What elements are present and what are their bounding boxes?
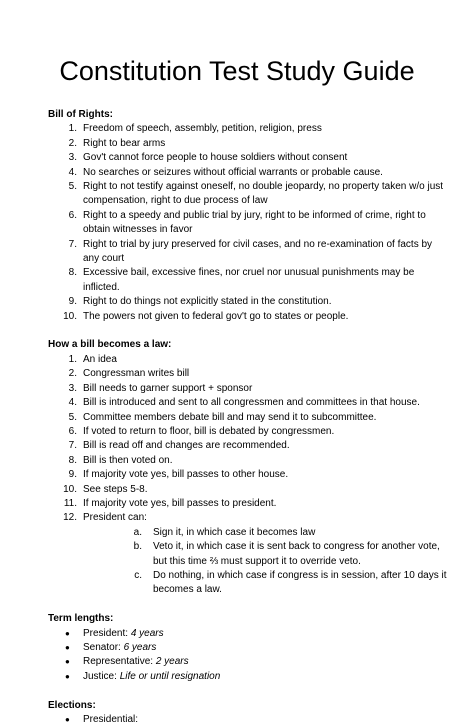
item-number: 6. [68, 209, 77, 221]
item-text: Bill needs to garner support + sponsor [83, 382, 253, 394]
item-text: Right to a speedy and public trial by jury, right to be informed of crime, right to obtain witnesses in favor [83, 209, 426, 236]
item-text: Excessive bail, excessive fines, nor cruel nor unusual punishments may be inflicted. [83, 267, 415, 293]
item-text: Do nothing, in which case if congress is in session, after 10 days it becomes a law. [153, 569, 447, 596]
item-number: 5. [68, 411, 77, 423]
item-number: 10. [63, 310, 77, 322]
president-options-list [83, 526, 448, 598]
list-item [48, 439, 448, 453]
elections-list [48, 713, 448, 727]
item-text: Right to trial by jury preserved for civil cases, and no re-examination of facts by any court [83, 238, 433, 265]
item-text: Veto it, in which case it is sent back to congress for another vote, but this time ⅔ must support it to override veto. [153, 541, 440, 567]
list-item [48, 151, 448, 165]
list-item [48, 238, 448, 267]
item-text: Sign it, in which case it becomes law [153, 526, 316, 538]
item-text: See steps 5-8. [83, 483, 148, 495]
document-body [48, 108, 448, 727]
item-number: 10. [63, 483, 77, 495]
list-item [48, 425, 448, 439]
list-item [48, 411, 448, 425]
list-item [118, 569, 448, 598]
list-item [48, 454, 448, 468]
item-text: Bill is then voted on. [83, 454, 173, 466]
list-item [48, 511, 448, 597]
item-text: Right to do things not explicitly stated in the constitution. [83, 296, 332, 308]
item-number: 9. [68, 469, 77, 481]
list-item [48, 655, 448, 669]
item-text: Right to bear arms [83, 137, 166, 149]
list-item [48, 166, 448, 180]
bullet-icon: ● [65, 657, 70, 667]
item-number: 1. [68, 123, 77, 135]
item-letter: b. [133, 541, 142, 553]
page-title: Constitution Test Study Guide [59, 56, 415, 86]
list-item [48, 266, 448, 295]
item-number: 2. [68, 368, 77, 380]
item-number: 8. [68, 454, 77, 466]
item-number: 7. [68, 440, 77, 452]
item-letter: a. [133, 526, 142, 538]
term-label: Senator: [83, 642, 124, 653]
item-text: President can: [83, 512, 147, 524]
item-text: Right to not testify against oneself, no double jeopardy, no property taken w/o just compensation, right to due process of law [83, 181, 444, 207]
item-number: 4. [68, 166, 77, 178]
item-text: Committee members debate bill and may send it to subcommittee. [83, 411, 377, 423]
bullet-icon: ● [65, 715, 70, 725]
bill-process-list [48, 353, 448, 598]
term-lengths-list [48, 627, 448, 685]
list-item [48, 137, 448, 151]
item-number: 12. [63, 512, 77, 524]
item-number: 11. [63, 497, 77, 509]
item-text: Freedom of speech, assembly, petition, religion, press [83, 123, 322, 135]
list-item [48, 468, 448, 482]
item-number: 3. [68, 152, 77, 164]
bullet-icon: ● [65, 671, 70, 681]
bill-process-heading: How a bill becomes a law: [48, 339, 172, 351]
list-item [48, 382, 448, 396]
elections-label: Presidential: [83, 714, 139, 726]
term-lengths-heading: Term lengths: [48, 613, 114, 625]
item-number: 3. [68, 382, 77, 394]
list-item [48, 670, 448, 684]
list-item [48, 295, 448, 309]
item-number: 7. [68, 238, 77, 250]
term-value: 2 years [155, 656, 189, 668]
bill-of-rights-list [48, 122, 448, 324]
item-text: Gov't cannot force people to house soldiers without consent [83, 152, 348, 164]
list-item [48, 180, 448, 209]
item-number: 9. [68, 296, 77, 308]
elections-heading: Elections: [48, 699, 96, 711]
item-text: Congressman writes bill [83, 368, 190, 380]
list-item [48, 483, 448, 497]
list-item [48, 209, 448, 238]
list-item [48, 310, 448, 324]
term-label: Justice: [83, 670, 120, 682]
item-letter: c. [134, 569, 142, 581]
term-value: 4 years [130, 627, 164, 639]
list-item [118, 526, 448, 540]
item-text: If majority vote yes, bill passes to other house. [83, 469, 289, 481]
term-value: 6 years [123, 642, 157, 653]
list-item [48, 641, 448, 655]
list-item [48, 497, 448, 511]
bullet-icon: ● [65, 628, 70, 638]
list-item [48, 122, 448, 136]
list-item [48, 367, 448, 381]
list-item [48, 627, 448, 641]
item-text: Bill is introduced and sent to all congressmen and committees in that house. [83, 397, 420, 409]
item-text: An idea [83, 353, 117, 365]
item-number: 6. [68, 425, 77, 437]
item-text: The powers not given to federal gov't go to states or people. [83, 310, 349, 322]
item-number: 1. [68, 353, 77, 365]
item-number: 5. [68, 181, 77, 193]
bill-of-rights-heading: Bill of Rights: [48, 109, 113, 120]
item-number: 8. [68, 267, 77, 279]
item-text: If voted to return to floor, bill is debated by congressmen. [83, 425, 335, 437]
item-number: 2. [68, 137, 77, 149]
list-item [118, 540, 448, 569]
term-value: Life or until resignation [119, 670, 221, 682]
item-number: 4. [68, 397, 77, 409]
list-item [48, 713, 448, 727]
list-item [48, 396, 448, 410]
item-text: Bill is read off and changes are recommended. [83, 440, 290, 452]
bullet-icon: ● [65, 643, 70, 652]
item-text: If majority vote yes, bill passes to president. [83, 497, 277, 509]
term-label: President: [83, 627, 131, 639]
item-text: No searches or seizures without official warrants or probable cause. [83, 166, 383, 178]
term-label: Representative: [83, 656, 156, 668]
list-item [48, 353, 448, 367]
